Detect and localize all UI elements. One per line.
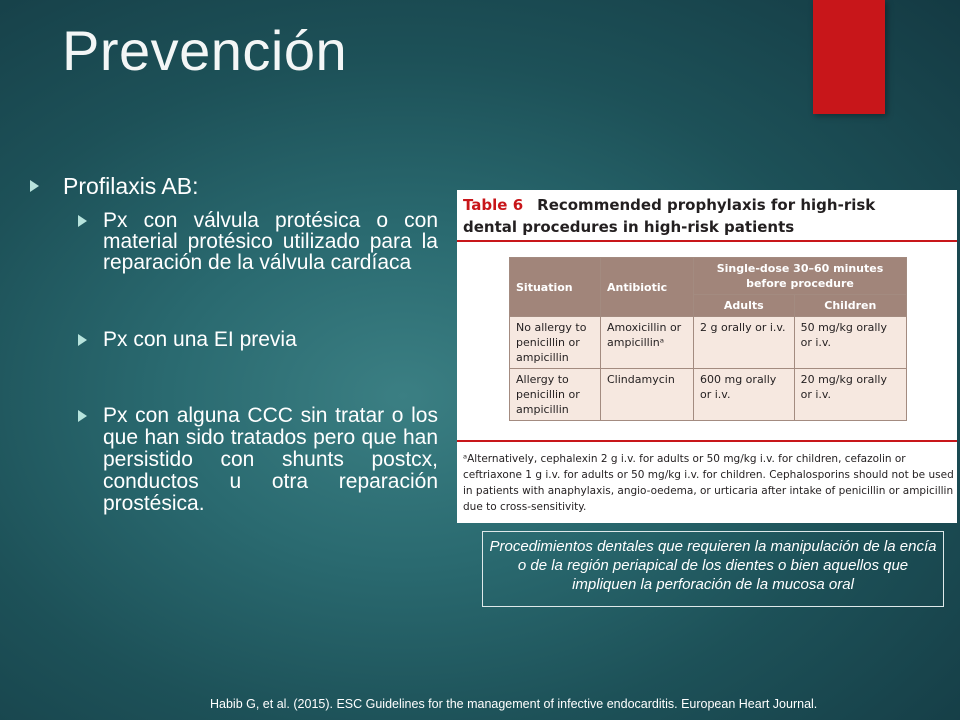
prophylaxis-table-image bbox=[457, 190, 957, 523]
bullet-item-text: Px con una EI previa bbox=[103, 328, 297, 351]
bullet-arrow-icon bbox=[78, 215, 87, 227]
table-heading bbox=[463, 194, 875, 238]
bullet-level1-text: Profilaxis AB: bbox=[63, 173, 199, 199]
header-adults: Adults bbox=[694, 295, 795, 317]
bullet-level1 bbox=[26, 173, 438, 200]
bullet-item-text: Px con válvula protésica o con material protésico utilizado para la reparación de la válvula cardíaca bbox=[103, 209, 438, 274]
bullet-list bbox=[26, 173, 438, 515]
cell-adults: 600 mg orally or i.v. bbox=[694, 369, 795, 421]
bullet-arrow-icon bbox=[30, 180, 39, 192]
cell-children: 50 mg/kg orally or i.v. bbox=[794, 317, 906, 369]
red-accent-tab bbox=[813, 0, 885, 114]
cell-situation: Allergy to penicillin or ampicillin bbox=[510, 369, 601, 421]
bullet-item bbox=[78, 405, 438, 515]
bullet-arrow-icon bbox=[78, 410, 87, 422]
prophylaxis-table bbox=[509, 257, 907, 421]
header-children: Children bbox=[794, 295, 906, 317]
bullet-item-text: Px con alguna CCC sin tratar o los que han sido tratados pero que han persistido con shunts postcx, conductos u otra reparación prostésica. bbox=[103, 404, 438, 515]
bullet-item bbox=[78, 329, 438, 350]
table-title-line2: dental procedures in high-risk patients bbox=[463, 218, 795, 236]
bullet-item bbox=[78, 210, 438, 273]
cell-situation: No allergy to penicillin or ampicillin bbox=[510, 317, 601, 369]
caption-box: Procedimientos dentales que requieren la manipulación de la encía o de la región periapical de los dientes o bien aquellos que impliquen la perforación de la mucosa oral bbox=[482, 531, 944, 607]
table-top-rule bbox=[457, 240, 957, 242]
table-footnote: ᵃAlternatively, cephalexin 2 g i.v. for adults or 50 mg/kg i.v. for children, cefazolin or ceftriaxone 1 g i.v. for adults or 50 mg/kg i.v. for children. Cephalosporins should not be used in patients with anaphylaxis, angio-oedema, or urticaria after intake of penicillin or ampicillin due to cross-sensitivity. bbox=[463, 453, 954, 513]
cell-antibiotic: Amoxicillin or ampicillinᵃ bbox=[601, 317, 694, 369]
cell-antibiotic: Clindamycin bbox=[601, 369, 694, 421]
header-situation: Situation bbox=[510, 258, 601, 317]
bullet-arrow-icon bbox=[78, 334, 87, 346]
table-row bbox=[510, 317, 907, 369]
cell-adults: 2 g orally or i.v. bbox=[694, 317, 795, 369]
table-row bbox=[510, 369, 907, 421]
table-bottom-rule bbox=[457, 440, 957, 442]
header-antibiotic: Antibiotic bbox=[601, 258, 694, 317]
table-number: Table 6 bbox=[463, 196, 524, 214]
slide-title: Prevención bbox=[62, 19, 348, 82]
citation: Habib G, et al. (2015). ESC Guidelines for the management of infective endocarditis. European Heart Journal. bbox=[210, 697, 818, 711]
header-dose-group: Single-dose 30–60 minutes before procedure bbox=[694, 258, 907, 295]
cell-children: 20 mg/kg orally or i.v. bbox=[794, 369, 906, 421]
table-title-line1: Recommended prophylaxis for high-risk bbox=[537, 196, 876, 214]
